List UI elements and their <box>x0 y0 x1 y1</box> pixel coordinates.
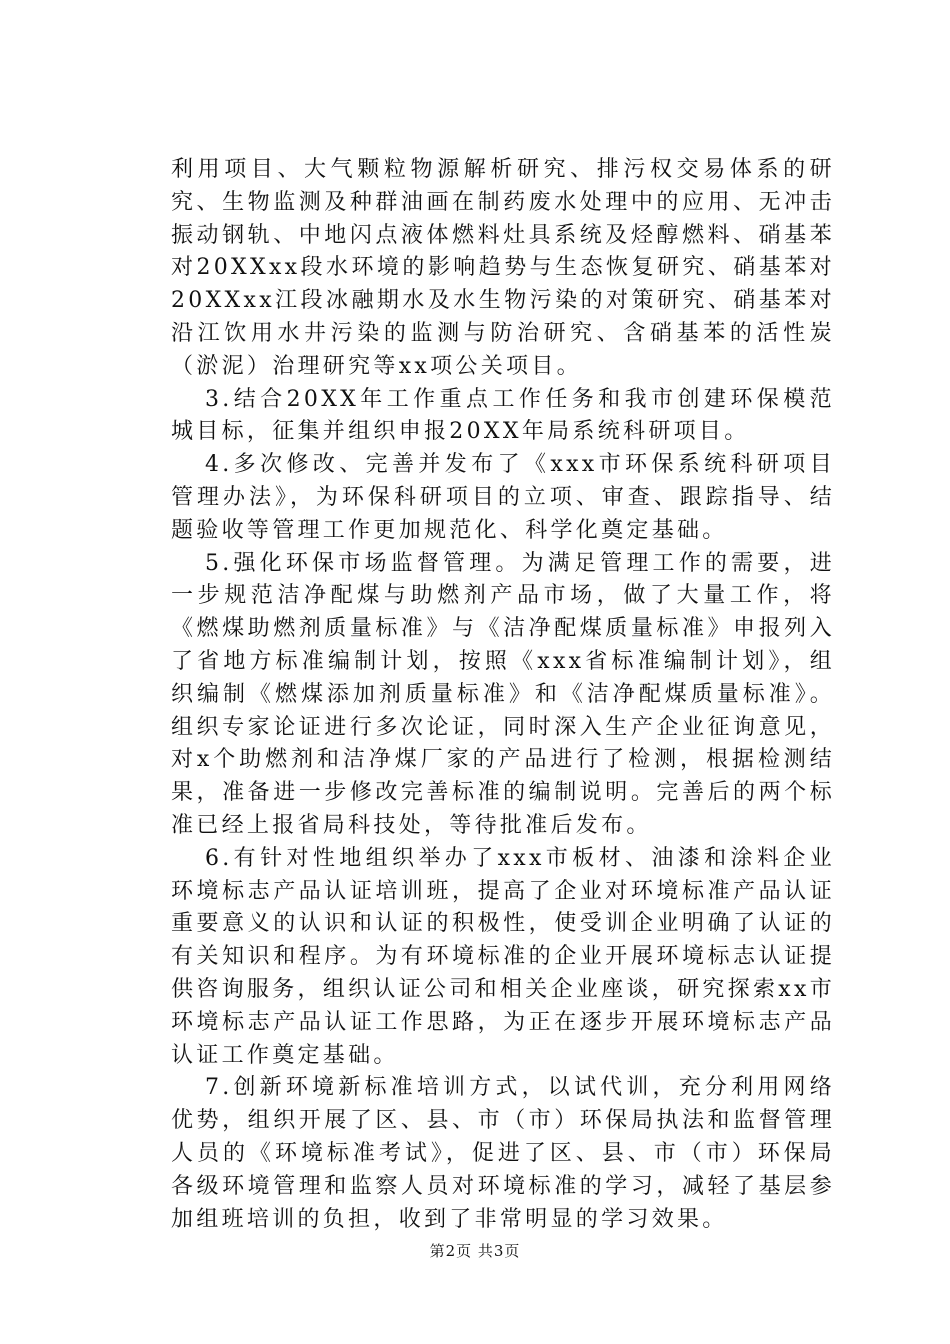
paragraph-item-3: 3.结合20XX年工作重点工作任务和我市创建环保模范城目标，征集并组织申报20XX年局系统科研项目。 <box>171 386 835 445</box>
paragraph-continuation: 利用项目、大气颗粒物源解析研究、排污权交易体系的研究、生物监测及种群油画在制药废水处理中的应用、无冲击振动钢轨、中地闪点液体燃料灶具系统及烃醇燃料、硝基苯对20XXxx段水环境的影响趋势与生态恢复研究、硝基苯对20XXxx江段冰融期水及水生物污染的对策研究、硝基苯对沿江饮用水井污染的监测与防治研究、含硝基苯的活性炭（淤泥）治理研究等xx项公关项目。 <box>171 157 835 379</box>
paragraph-item-4: 4.多次修改、完善并发布了《xxx市环保系统科研项目管理办法》，为环保科研项目的立项、审查、跟踪指导、结题验收等管理工作更加规范化、科学化奠定基础。 <box>171 452 835 543</box>
paragraph-item-5: 5.强化环保市场监督管理。为满足管理工作的需要，进一步规范洁净配煤与助燃剂产品市场，做了大量工作，将《燃煤助燃剂质量标准》与《洁净配煤质量标准》申报列入了省地方标准编制计划，按照《xxx省标准编制计划》，组织编制《燃煤添加剂质量标准》和《洁净配煤质量标准》。组织专家论证进行多次论证，同时深入生产企业征询意见，对x个助燃剂和洁净煤厂家的产品进行了检测，根据检测结果，准备进一步修改完善标准的编制说明。完善后的两个标准已经上报省局科技处，等待批准后发布。 <box>171 550 835 838</box>
paragraph-item-7: 7.创新环境新标准培训方式，以试代训，充分利用网络优势，组织开展了区、县、市（市）环保局执法和监督管理人员的《环境标准考试》，促进了区、县、市（市）环保局各级环境管理和监察人员对环境标准的学习，减轻了基层参加组班培训的负担，收到了非常明显的学习效果。 <box>171 1075 835 1232</box>
page-number-footer: 第2页 共3页 <box>429 1242 521 1260</box>
document-body <box>171 154 835 1236</box>
paragraph-item-6: 6.有针对性地组织举办了xxx市板材、油漆和涂料企业环境标志产品认证培训班，提高了企业对环境标准产品认证重要意义的认识和认证的积极性，使受训企业明确了认证的有关知识和程序。为有环境标准的企业开展环境标志认证提供咨询服务，组织认证公司和相关企业座谈，研究探索xx市环境标志产品认证工作思路，为正在逐步开展环境标志产品认证工作奠定基础。 <box>171 845 835 1068</box>
